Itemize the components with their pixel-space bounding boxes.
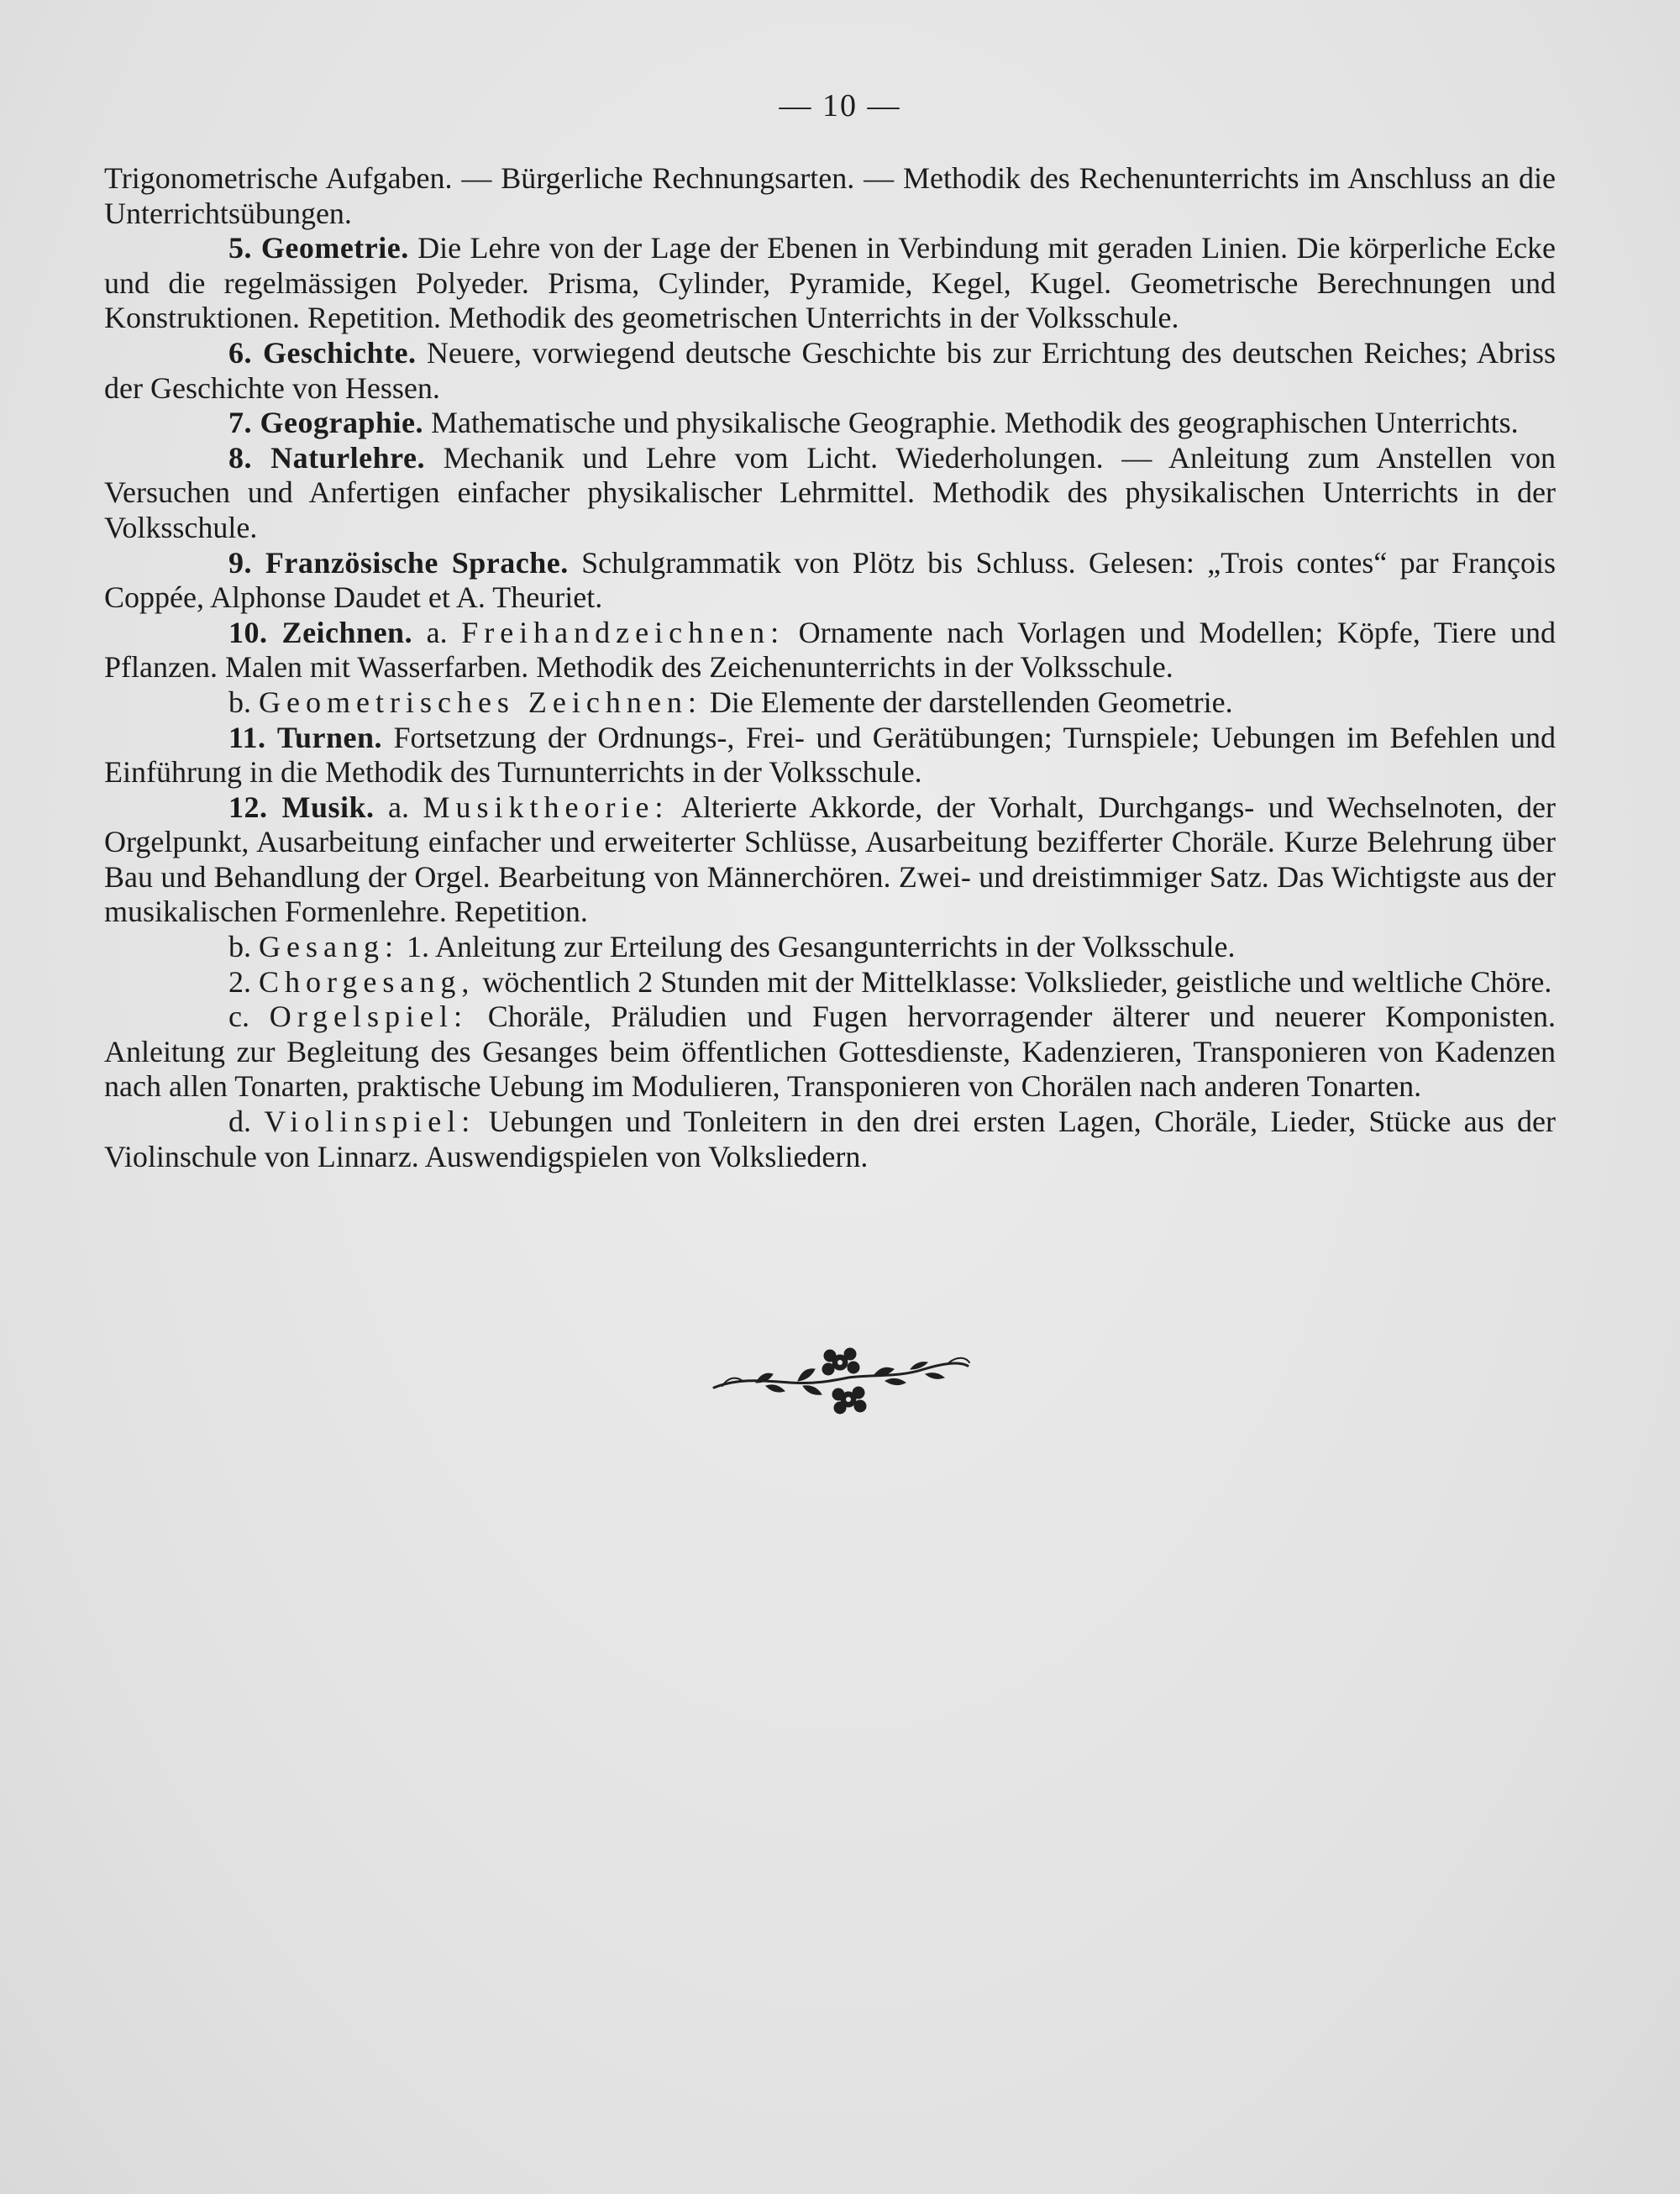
item-marker: d. bbox=[228, 1105, 251, 1139]
section-text: Schulgrammatik von Plötz bis Schluss. Gelesen: „Trois contes“ par François Coppée, Alphonse Daudet et A. Theuriet. bbox=[104, 545, 1556, 615]
spaced-subheading: Musiktheorie: bbox=[423, 790, 669, 824]
section-text: Mathematische und physikalische Geographie. Methodik des geographischen Unterrichts. bbox=[430, 406, 1519, 440]
section-geometrie bbox=[104, 231, 1556, 336]
spaced-subheading: Chorgesang, bbox=[259, 964, 475, 999]
section-heading: 9. Französische Sprache. bbox=[228, 545, 569, 580]
section-naturlehre bbox=[104, 441, 1556, 546]
body-text bbox=[104, 161, 1556, 1174]
item-marker: 2. bbox=[228, 964, 251, 999]
section-text: Choräle, Präludien und Fugen hervorragender älterer und neuerer Komponisten. Anleitung zur Begleitung des Gesanges beim öffentlichen Gottesdienste, Kadenzieren, Transponieren von Kadenzen nach allen Tonarten, praktische Uebung im Modulieren, Transponieren von Chorälen nach anderen Tonarten. bbox=[104, 1000, 1557, 1104]
section-heading: 11. Turnen. bbox=[228, 720, 383, 754]
spaced-subheading: Violinspiel: bbox=[264, 1105, 476, 1139]
section-musik bbox=[104, 790, 1556, 930]
paragraph-text: Trigonometrische Aufgaben. — Bürgerliche Rechnungsarten. — Methodik des Rechenunterrichts im Anschluss an die Unterrichtsübungen. bbox=[104, 161, 1556, 230]
item-marker: a. bbox=[387, 790, 409, 824]
section-text: Uebungen und Tonleitern in den drei ersten Lagen, Choräle, Lieder, Stücke aus der Violinschule von Linnarz. Auswendigspielen von Volksliedern. bbox=[104, 1105, 1557, 1173]
section-text: Ornamente nach Vorlagen und Modellen; Köpfe, Tiere und Pflanzen. Malen mit Wasserfarben. Methodik des Zeichenunterrichts in der Volksschule. bbox=[104, 615, 1557, 685]
subsection-gesang bbox=[104, 930, 1556, 965]
section-text: wöchentlich 2 Stunden mit der Mittelklasse: Volkslieder, geistliche und weltliche Chöre. bbox=[482, 964, 1552, 999]
subsection-chorgesang bbox=[104, 965, 1556, 1000]
section-heading: 7. Geographie. bbox=[228, 406, 423, 440]
spaced-subheading: Geometrisches Zeichnen: bbox=[259, 685, 702, 719]
section-text: Mechanik und Lehre vom Licht. Wiederholungen. — Anleitung zum Anstellen von Versuchen und Anfertigen einfacher physikalischer Lehrmittel. Methodik des physikalischen Unterrichts in der Volksschule. bbox=[104, 440, 1556, 544]
section-text: Die Lehre von der Lage der Ebenen in Verbindung mit geraden Linien. Die körperliche Ecke und die regelmässigen Polyeder. Prisma, Cylinder, Pyramide, Kegel, Kugel. Geometrische Berechnungen und Konstruktionen. Repetition. Methodik des geometrischen Unterrichts in der Volksschule. bbox=[104, 231, 1556, 335]
item-marker: b. bbox=[228, 685, 251, 719]
section-text: Alterierte Akkorde, der Vorhalt, Durchgangs- und Wechselnoten, der Orgelpunkt, Ausarbeitung einfacher und erweiterter Schlüsse, Ausarbeitung bezifferter Choräle. Kurze Belehrung über Bau und Behandlung der Orgel. Bearbeitung von Männerchören. Zwei- und dreistimmiger Satz. Das Wichtigste aus der musikalischen Formenlehre. Repetition. bbox=[104, 790, 1556, 929]
section-heading: 8. Naturlehre. bbox=[228, 440, 425, 475]
section-text: Neuere, vorwiegend deutsche Geschichte bis zur Errichtung des deutschen Reiches; Abriss der Geschichte von Hessen. bbox=[104, 335, 1556, 405]
section-heading: 12. Musik. bbox=[228, 790, 375, 824]
section-heading: 10. Zeichnen. bbox=[228, 615, 413, 649]
item-marker: a. bbox=[426, 615, 448, 649]
subsection-orgelspiel bbox=[104, 1000, 1556, 1105]
item-marker: b. bbox=[228, 930, 251, 964]
section-text: Fortsetzung der Ordnungs-, Frei- und Gerätübungen; Turnspiele; Uebungen im Befehlen und Einführung in die Methodik des Turnunterrichts in der Volksschule. bbox=[104, 720, 1556, 790]
section-turnen bbox=[104, 721, 1556, 790]
section-franzoesisch bbox=[104, 546, 1556, 616]
floral-vignette-icon bbox=[706, 1344, 974, 1420]
section-text: 1. Anleitung zur Erteilung des Gesangunterrichts in der Volksschule. bbox=[406, 930, 1236, 964]
spaced-subheading: Freihandzeichnen: bbox=[461, 615, 785, 649]
paragraph bbox=[104, 161, 1556, 231]
section-geographie bbox=[104, 406, 1556, 441]
section-geschichte bbox=[104, 336, 1556, 406]
spaced-subheading: Gesang: bbox=[259, 930, 399, 964]
item-marker: c. bbox=[228, 1000, 249, 1034]
section-zeichnen bbox=[104, 616, 1556, 685]
subsection-geometrisches-zeichnen bbox=[104, 685, 1556, 721]
spaced-subheading: Orgelspiel: bbox=[269, 1000, 469, 1034]
section-heading: 6. Geschichte. bbox=[228, 335, 417, 370]
section-text: Die Elemente der darstellenden Geometrie. bbox=[709, 685, 1233, 719]
subsection-violinspiel bbox=[104, 1105, 1556, 1174]
section-heading: 5. Geometrie. bbox=[228, 231, 409, 265]
page-number: — 10 — bbox=[779, 88, 901, 123]
